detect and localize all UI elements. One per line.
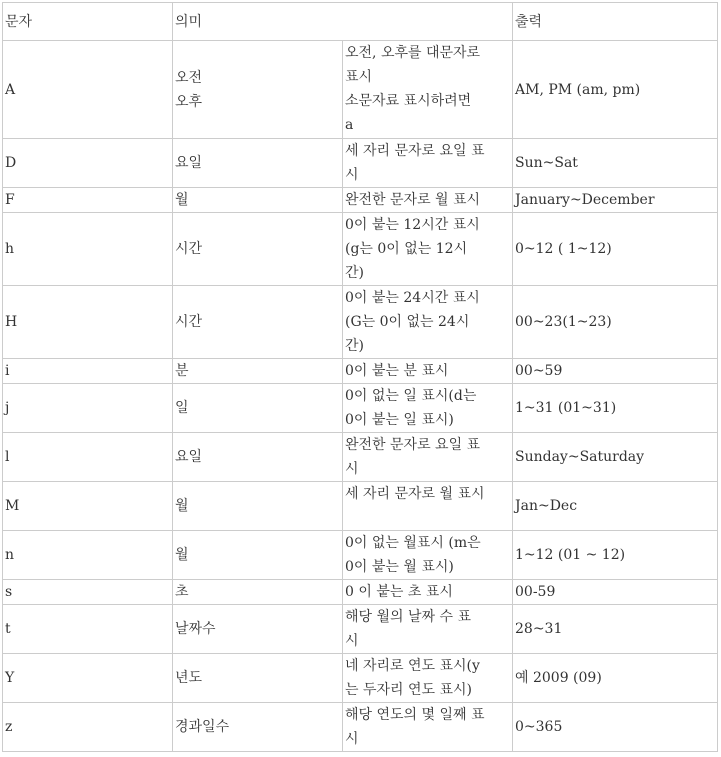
description-line: 네 자리로 연도 표시(y bbox=[345, 658, 480, 674]
description-line: 0이 없는 월표시 (m은 bbox=[345, 535, 481, 551]
format-char: j bbox=[3, 384, 173, 433]
meaning-line: 요일 bbox=[175, 449, 203, 465]
description-line: 해당 월의 날짜 수 표 bbox=[345, 609, 471, 625]
description-line: (G는 0이 없는 24시 bbox=[345, 314, 470, 330]
meaning-line: 오후 bbox=[175, 93, 203, 110]
format-meaning bbox=[173, 41, 343, 139]
description-line: 시 bbox=[345, 167, 359, 183]
format-description bbox=[343, 188, 513, 213]
header-meaning: 의미 bbox=[173, 3, 513, 41]
format-output: 28~31 bbox=[513, 605, 718, 654]
format-char: n bbox=[3, 531, 173, 580]
table-row bbox=[3, 188, 718, 213]
meaning-line: 시간 bbox=[175, 314, 203, 330]
format-meaning bbox=[173, 531, 343, 580]
description-line: 완전한 문자로 월 표시 bbox=[345, 192, 481, 208]
description-line: 0이 붙는 월 표시) bbox=[345, 559, 454, 575]
table-row bbox=[3, 41, 718, 139]
description-line: a bbox=[345, 117, 354, 133]
table-row bbox=[3, 654, 718, 703]
format-description bbox=[343, 482, 513, 531]
format-meaning bbox=[173, 286, 343, 359]
meaning-line: 초 bbox=[175, 584, 189, 600]
format-output: Sun~Sat bbox=[513, 139, 718, 188]
description-line: 시 bbox=[345, 461, 359, 477]
format-output: Jan~Dec bbox=[513, 482, 718, 531]
table-row bbox=[3, 433, 718, 482]
format-output: January~December bbox=[513, 188, 718, 213]
format-meaning bbox=[173, 482, 343, 531]
table-row bbox=[3, 482, 718, 531]
format-description bbox=[343, 654, 513, 703]
format-char: i bbox=[3, 359, 173, 384]
description-line: 세 자리 문자로 요일 표 bbox=[345, 143, 485, 159]
description-line: 는 두자리 연도 표시) bbox=[345, 682, 473, 698]
meaning-line: 오전 bbox=[175, 69, 203, 86]
format-meaning bbox=[173, 580, 343, 605]
description-line: 0이 없는 일 표시(d는 bbox=[345, 388, 477, 404]
format-meaning bbox=[173, 359, 343, 384]
format-meaning bbox=[173, 654, 343, 703]
description-line: 완전한 문자로 요일 표 bbox=[345, 437, 481, 453]
format-output: 0~365 bbox=[513, 703, 718, 752]
format-output: 00~23(1~23) bbox=[513, 286, 718, 359]
format-char: s bbox=[3, 580, 173, 605]
table-row bbox=[3, 580, 718, 605]
meaning-line: 분 bbox=[175, 363, 189, 379]
description-line: 시 bbox=[345, 731, 359, 747]
format-description bbox=[343, 580, 513, 605]
description-line: 0이 붙는 분 표시 bbox=[345, 363, 449, 379]
header-char: 문자 bbox=[3, 3, 173, 41]
format-char: M bbox=[3, 482, 173, 531]
format-char: Y bbox=[3, 654, 173, 703]
format-meaning bbox=[173, 139, 343, 188]
description-line: 표시 bbox=[345, 69, 373, 85]
meaning-line: 일 bbox=[175, 400, 189, 416]
format-description bbox=[343, 433, 513, 482]
table-row bbox=[3, 531, 718, 580]
description-line: 0이 붙는 12시간 표시 bbox=[345, 217, 480, 233]
table-row bbox=[3, 703, 718, 752]
format-meaning bbox=[173, 605, 343, 654]
format-meaning bbox=[173, 213, 343, 286]
format-description bbox=[343, 605, 513, 654]
format-description bbox=[343, 139, 513, 188]
format-output: 00~59 bbox=[513, 359, 718, 384]
meaning-line: 월 bbox=[175, 192, 189, 208]
meaning-line: 월 bbox=[175, 498, 189, 514]
format-description bbox=[343, 531, 513, 580]
description-line: 시 bbox=[345, 633, 359, 649]
format-description bbox=[343, 213, 513, 286]
format-output: 1~12 (01 ~ 12) bbox=[513, 531, 718, 580]
description-line: 0이 붙는 24시간 표시 bbox=[345, 290, 480, 306]
description-line: 세 자리 문자로 월 표시 bbox=[345, 486, 485, 502]
description-line: 오전, 오후를 대문자로 bbox=[345, 45, 481, 61]
meaning-line: 경과일수 bbox=[175, 719, 230, 735]
format-output: AM, PM (am, pm) bbox=[513, 41, 718, 139]
table-row bbox=[3, 605, 718, 654]
format-output: 0~12 ( 1~12) bbox=[513, 213, 718, 286]
description-line: 0 이 붙는 초 표시 bbox=[345, 584, 453, 600]
header-output: 출력 bbox=[513, 3, 718, 41]
format-meaning bbox=[173, 384, 343, 433]
format-output: 1~31 (01~31) bbox=[513, 384, 718, 433]
format-meaning bbox=[173, 433, 343, 482]
meaning-line: 날짜수 bbox=[175, 621, 216, 637]
format-meaning bbox=[173, 188, 343, 213]
format-description bbox=[343, 41, 513, 139]
format-description bbox=[343, 384, 513, 433]
format-char: F bbox=[3, 188, 173, 213]
date-format-table bbox=[2, 2, 718, 752]
meaning-line: 년도 bbox=[175, 670, 203, 686]
format-output: Sunday~Saturday bbox=[513, 433, 718, 482]
meaning-line: 시간 bbox=[175, 241, 203, 257]
format-output: 00-59 bbox=[513, 580, 718, 605]
format-description bbox=[343, 286, 513, 359]
header-row bbox=[3, 3, 718, 41]
description-line: 0이 붙는 일 표시) bbox=[345, 412, 454, 428]
format-description bbox=[343, 703, 513, 752]
format-char: z bbox=[3, 703, 173, 752]
description-line: 간) bbox=[345, 338, 364, 354]
description-line: 간) bbox=[345, 265, 364, 281]
description-line: 해당 연도의 몇 일째 표 bbox=[345, 707, 485, 723]
format-char: H bbox=[3, 286, 173, 359]
table-row bbox=[3, 286, 718, 359]
meaning-line: 월 bbox=[175, 547, 189, 563]
table-row bbox=[3, 139, 718, 188]
format-char: A bbox=[3, 41, 173, 139]
format-description bbox=[343, 359, 513, 384]
format-char: h bbox=[3, 213, 173, 286]
table-body bbox=[3, 3, 718, 752]
format-char: l bbox=[3, 433, 173, 482]
description-line: (g는 0이 없는 12시 bbox=[345, 241, 468, 257]
format-output: 예 2009 (09) bbox=[513, 654, 718, 703]
table-row bbox=[3, 359, 718, 384]
format-char: t bbox=[3, 605, 173, 654]
format-char: D bbox=[3, 139, 173, 188]
table-row bbox=[3, 384, 718, 433]
description-line: 소문자료 표시하려면 bbox=[345, 93, 472, 109]
format-meaning bbox=[173, 703, 343, 752]
table-row bbox=[3, 213, 718, 286]
meaning-line: 요일 bbox=[175, 155, 203, 171]
